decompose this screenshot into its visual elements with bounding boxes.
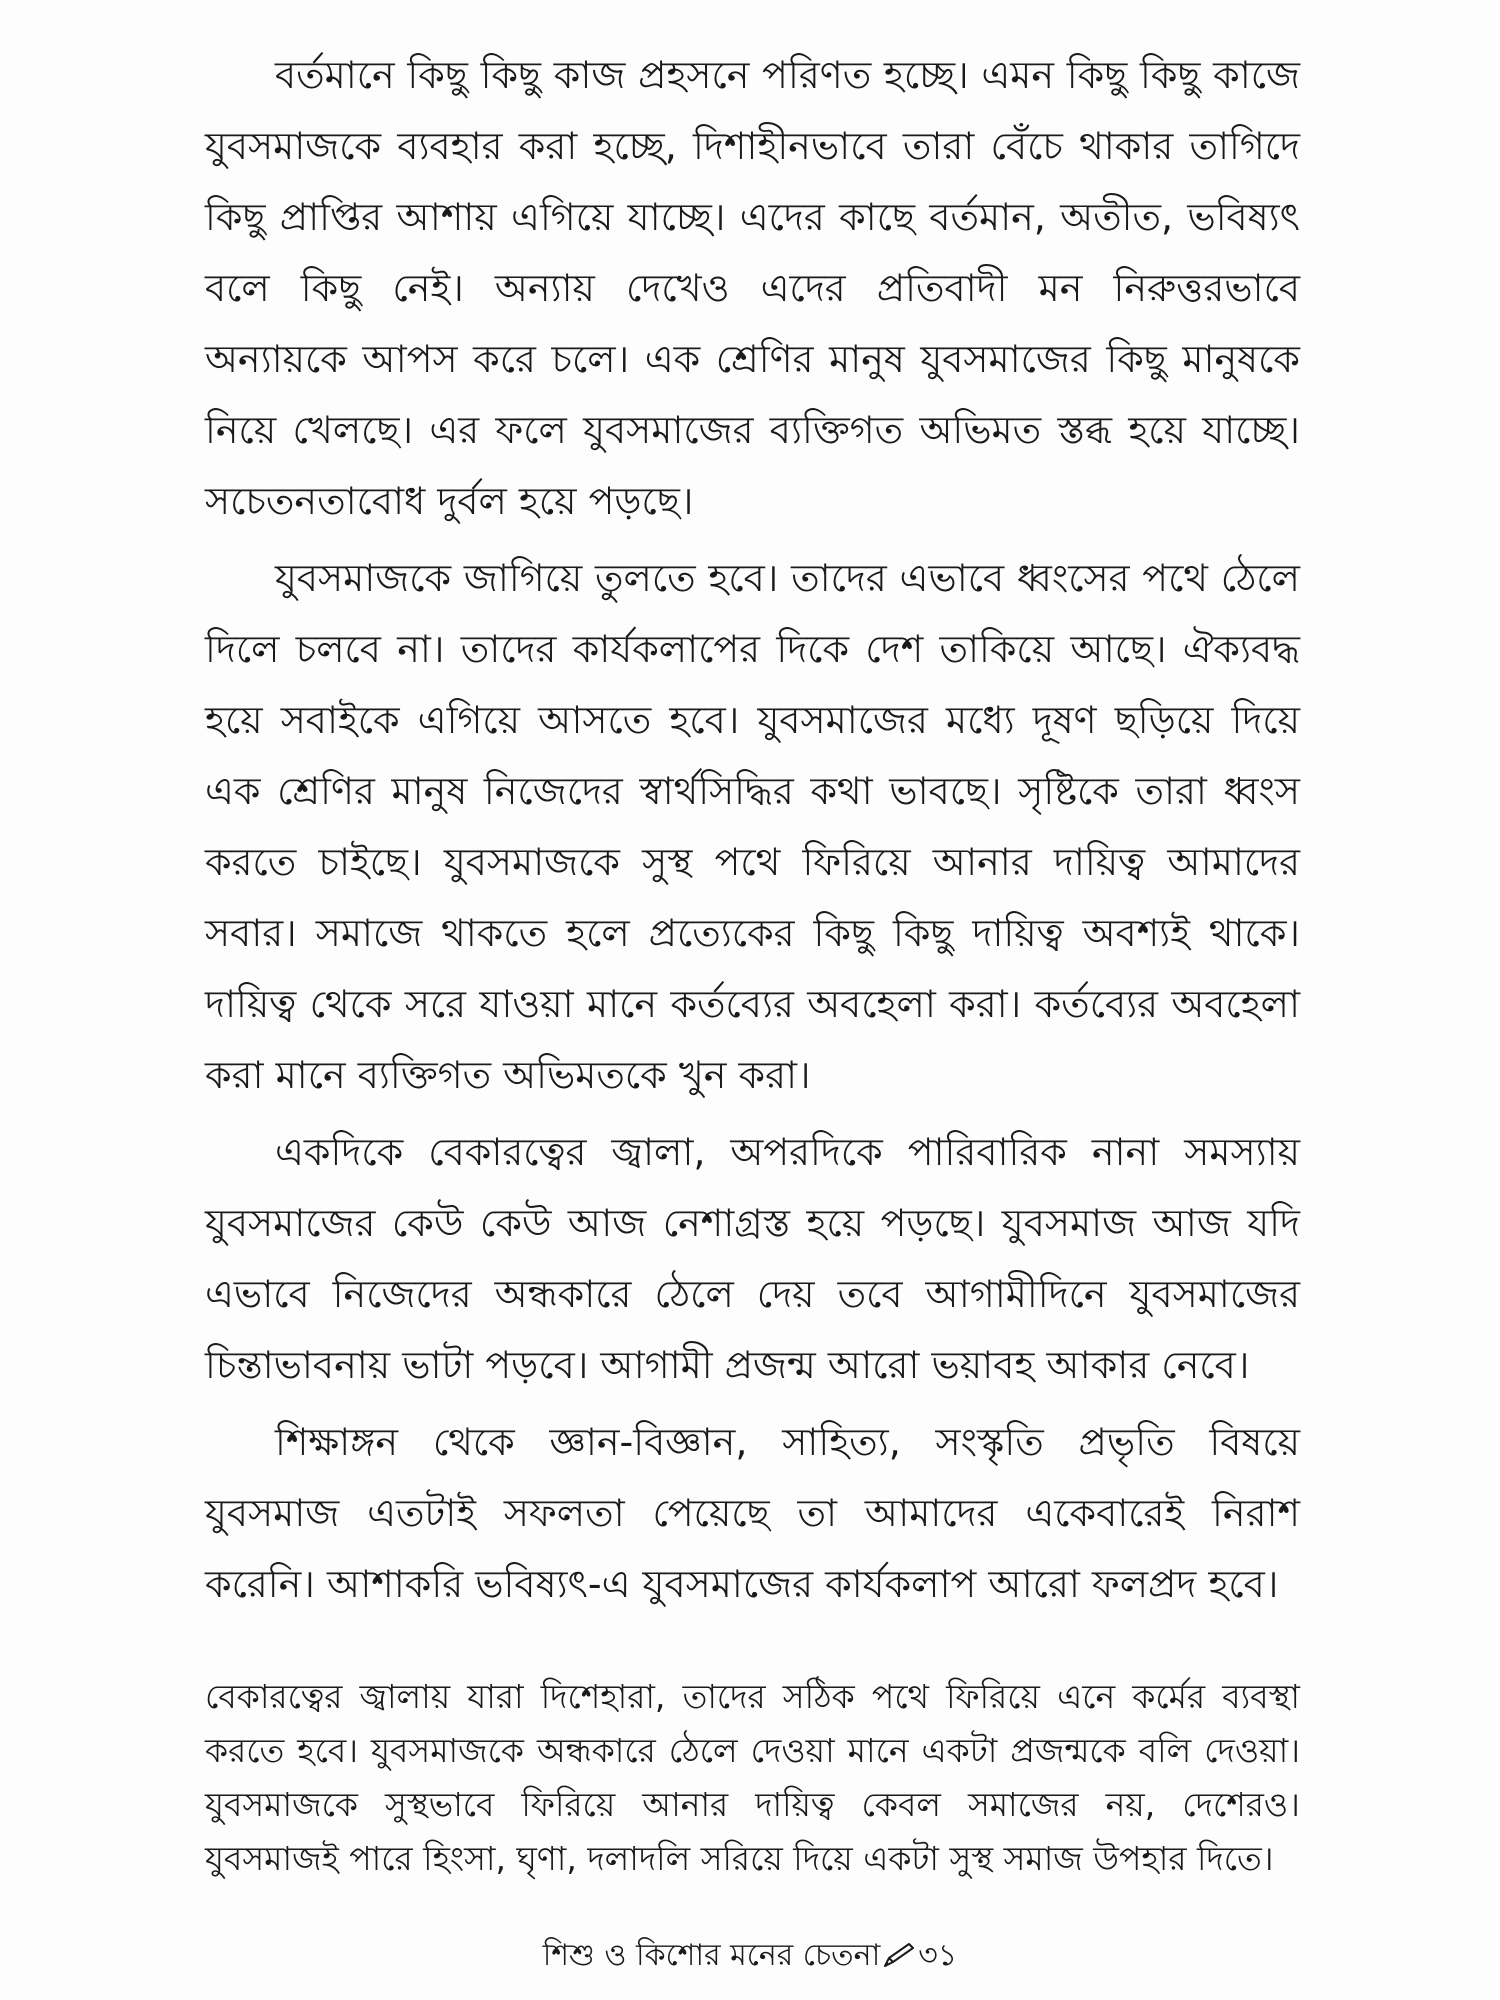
paragraph-1: বর্তমানে কিছু কিছু কাজ প্রহসনে পরিণত হচ্ছে। এমন কিছু কিছু কাজে যুবসমাজকে ব্যবহার করা হচ্ছে, দিশাহীনভাবে তারা বেঁচে থাকার তাগিদে কিছু প্রাপ্তির আশায় এগিয়ে যাচ্ছে। এদের কাছে বর্তমান, অতীত, ভবিষ্যৎ বলে কিছু নেই। অন্যায় দেখেও এদের প্রতিবাদী মন নিরুত্তরভাবে অন্যায়কে আপস করে চলে। এক শ্রেণির মানুষ যুবসমাজের কিছু মানুষকে নিয়ে খেলছে। এর ফলে যুবসমাজের ব্যক্তিগত অভিমত স্তব্ধ হয়ে যাচ্ছে। সচেতনতাবোধ দুর্বল হয়ে পড়ছে। xyxy=(205,53,1300,523)
book-title: শিশু ও কিশোর মনের চেতনা xyxy=(542,1938,881,1973)
summary-paragraph: বেকারত্বের জ্বালায় যারা দিশেহারা, তাদের সঠিক পথে ফিরিয়ে এনে কর্মের ব্যবস্থা করতে হবে। যুবসমাজকে অন্ধকারে ঠেলে দেওয়া মানে একটা প্রজন্মকে বলি দেওয়া। যুবসমাজকে সুস্থভাবে ফিরিয়ে আনার দায়িত্ব কেবল সমাজের নয়, দেশেরও। যুবসমাজই পারে হিংসা, ঘৃণা, দলাদলি সরিয়ে দিয়ে একটা সুস্থ সমাজ উপহার দিতে। xyxy=(205,1677,1300,1878)
paragraph-4: শিক্ষাঙ্গন থেকে জ্ঞান-বিজ্ঞান, সাহিত্য, সংস্কৃতি প্রভৃতি বিষয়ে যুবসমাজ এতটাই সফলতা পেয়েছে তা আমাদের একেবারেই নিরাশ করেনি। আশাকরি ভবিষ্যৎ-এ যুবসমাজের কার্যকলাপ আরো ফলপ্রদ হবে। xyxy=(205,1420,1300,1606)
paragraph-2: যুবসমাজকে জাগিয়ে তুলতে হবে। তাদের এভাবে ধ্বংসের পথে ঠেলে দিলে চলবে না। তাদের কার্যকলাপের দিকে দেশ তাকিয়ে আছে। ঐক্যবদ্ধ হয়ে সবাইকে এগিয়ে আসতে হবে। যুবসমাজের মধ্যে দূষণ ছড়িয়ে দিয়ে এক শ্রেণির মানুষ নিজেদের স্বার্থসিদ্ধির কথা ভাবছে। সৃষ্টিকে তারা ধ্বংস করতে চাইছে। যুবসমাজকে সুস্থ পথে ফিরিয়ে আনার দায়িত্ব আমাদের সবার। সমাজে থাকতে হলে প্রত্যেকের কিছু কিছু দায়িত্ব অবশ্যই থাকে। দায়িত্ব থেকে সরে যাওয়া মানে কর্তব্যের অবহেলা করা। কর্তব্যের অবহেলা করা মানে ব্যক্তিগত অভিমতকে খুন করা। xyxy=(205,556,1300,1097)
page-footer xyxy=(0,1936,1500,1976)
pen-icon xyxy=(882,1940,916,1968)
paragraph-3: একদিকে বেকারত্বের জ্বালা, অপরদিকে পারিবারিক নানা সমস্যায় যুবসমাজের কেউ কেউ আজ নেশাগ্রস্ত হয়ে পড়ছে। যুবসমাজ আজ যদি এভাবে নিজেদের অন্ধকারে ঠেলে দেয় তবে আগামীদিনে যুবসমাজের চিন্তাভাবনায় ভাটা পড়বে। আগামী প্রজন্ম আরো ভয়াবহ আকার নেবে। xyxy=(205,1130,1300,1387)
page-number: ৩১ xyxy=(918,1938,958,1973)
essay-body xyxy=(205,40,1300,1620)
summary-block xyxy=(205,1670,1300,1886)
